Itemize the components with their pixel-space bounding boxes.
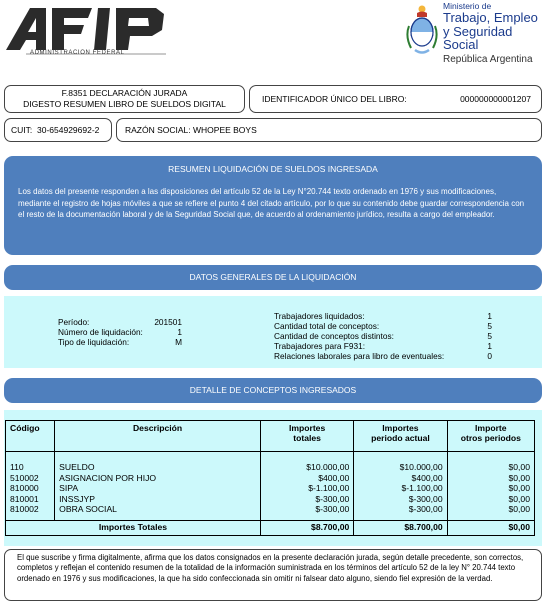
table-row (6, 452, 535, 473)
ministry-country: República Argentina (443, 53, 533, 65)
totals-totales: $8.700,00 (260, 520, 353, 535)
col-descripcion-header: Descripción (55, 421, 261, 452)
cantidad-conceptos-distintos-label: Cantidad de conceptos distintos: (274, 331, 394, 341)
totals-otros: $0,00 (447, 520, 534, 535)
table-row (6, 494, 535, 505)
row-actual: $-300,00 (354, 494, 447, 505)
row-descripcion: OBRA SOCIAL (55, 504, 261, 520)
cuit-label: CUIT: (11, 125, 33, 135)
row-descripcion: ASIGNACION POR HIJO (55, 473, 261, 484)
ministry-name (443, 2, 546, 65)
col-importe-otros-header (447, 421, 534, 452)
conceptos-table (5, 420, 535, 536)
row-actual: $400,00 (354, 473, 447, 484)
datos-right-values (474, 311, 492, 361)
ministry-line2: Trabajo, Empleo (443, 9, 538, 25)
razon-social-box (116, 118, 542, 142)
row-otros: $0,00 (447, 473, 534, 484)
col-importes-periodo-header (354, 421, 447, 452)
ministry-emblem-icon (405, 4, 439, 56)
resumen-text: Los datos del presente responden a las disposiciones del artículo 52 de la Ley N°20.744 texto ordenado en 1976 y sus modificaciones, mediante el registro de hojas móviles a que se refiere el punto 4 del citado artículo, por lo que su contenido debe guardar correspondencia con el resto de la documentación laboral y de la Seguridad Social que, de acuerdo al ordenamiento jurídico, resulta a cargo del empleador. (18, 187, 525, 219)
cuit-box (4, 118, 112, 142)
cantidad-total-conceptos-label: Cantidad total de conceptos: (274, 321, 380, 331)
razon-social-value: WHOPEE BOYS (193, 125, 257, 135)
ministry-line1: Ministerio de (443, 1, 492, 11)
row-otros: $0,00 (447, 483, 534, 494)
periodo-value: 201501 (154, 317, 182, 327)
form-title-box (4, 85, 245, 113)
col-importes-totales-line1: Importes (288, 423, 326, 433)
razon-social-label: RAZÓN SOCIAL: (125, 125, 191, 135)
book-id-label: IDENTIFICADOR ÚNICO DEL LIBRO: (262, 94, 407, 104)
col-importes-totales-header (260, 421, 353, 452)
totals-label: Importes Totales (6, 520, 261, 535)
col-codigo-header: Código (6, 421, 55, 452)
totals-actual: $8.700,00 (354, 520, 447, 535)
row-descripcion: SUELDO (55, 452, 261, 473)
row-actual: $-1.100,00 (354, 483, 447, 494)
row-actual: $-300,00 (354, 504, 447, 520)
cantidad-total-conceptos-value: 5 (487, 321, 492, 331)
ministry-line3: y Seguridad Social (443, 23, 513, 53)
row-codigo: 810002 (6, 504, 55, 520)
cantidad-conceptos-distintos-value: 5 (487, 331, 492, 341)
relaciones-eventuales-label: Relaciones laborales para libro de eventuales: (274, 351, 445, 361)
datos-generales-title: DATOS GENERALES DE LA LIQUIDACIÓN (4, 265, 542, 290)
table-row (6, 473, 535, 484)
periodo-label: Período: (58, 317, 90, 327)
relaciones-eventuales-value: 0 (487, 351, 492, 361)
conceptos-header-row (6, 421, 535, 452)
row-totales: $-300,00 (260, 494, 353, 505)
row-totales: $400,00 (260, 473, 353, 484)
datos-left-labels (58, 317, 143, 347)
row-codigo: 510002 (6, 473, 55, 484)
numero-liquidacion-value: 1 (177, 327, 182, 337)
numero-liquidacion-label: Número de liquidación: (58, 327, 143, 337)
declaration-footer: El que suscribe y firma digitalmente, afirma que los datos consignados en la presente declaración jurada, según detalle precedente, son correctos, completos y reflejan el contenido resumen de la totalidad de la información suministrada en los términos del artículo 52 de la ley N° 20.744 texto ordenado en 1976 y sus modificaciones, la que ha sido confeccionada sin omitir ni falsear dato alguno, siendo fiel expresión de la verdad. (4, 549, 542, 601)
row-totales: $10.000,00 (260, 452, 353, 473)
tipo-liquidacion-label: Tipo de liquidación: (58, 337, 130, 347)
tipo-liquidacion-value: M (175, 337, 182, 347)
afip-subtitle: ADMINISTRACION FEDERAL (30, 50, 125, 56)
row-totales: $-300,00 (260, 504, 353, 520)
book-id-value: 000000000001207 (460, 94, 531, 104)
trabajadores-liquidados-value: 1 (487, 311, 492, 321)
col-importes-periodo-line2: periodo actual (371, 433, 430, 443)
trabajadores-f931-value: 1 (487, 341, 492, 351)
form-title-line1: F.8351 DECLARACIÓN JURADA (61, 88, 188, 98)
datos-generales-panel (4, 296, 542, 368)
col-importes-periodo-line1: Importes (382, 423, 419, 433)
conceptos-title: DETALLE DE CONCEPTOS INGRESADOS (4, 378, 542, 403)
table-row (6, 504, 535, 520)
cuit-value: 30-654929692-2 (37, 125, 100, 135)
form-title-line2: DIGESTO RESUMEN LIBRO DE SUELDOS DIGITAL (23, 99, 226, 109)
col-importe-otros-line1: Importe (475, 423, 507, 433)
datos-left-values (134, 317, 182, 347)
resumen-title: RESUMEN LIQUIDACIÓN DE SUELDOS INGRESADA (168, 164, 378, 174)
book-id-box (249, 85, 542, 113)
trabajadores-liquidados-label: Trabajadores liquidados: (274, 311, 365, 321)
resumen-section (4, 156, 542, 255)
row-descripcion: INSSJYP (55, 494, 261, 505)
col-importes-totales-line2: totales (293, 433, 321, 443)
row-otros: $0,00 (447, 504, 534, 520)
row-codigo: 810000 (6, 483, 55, 494)
row-descripcion: SIPA (55, 483, 261, 494)
row-otros: $0,00 (447, 452, 534, 473)
table-row (6, 483, 535, 494)
col-importe-otros-line2: otros periodos (460, 433, 521, 443)
datos-right-labels (274, 311, 444, 361)
row-codigo: 110 (6, 452, 55, 473)
trabajadores-f931-label: Trabajadores para F931: (274, 341, 366, 351)
row-actual: $10.000,00 (354, 452, 447, 473)
totals-row (6, 520, 535, 535)
row-codigo: 810001 (6, 494, 55, 505)
row-totales: $-1.100,00 (260, 483, 353, 494)
row-otros: $0,00 (447, 494, 534, 505)
